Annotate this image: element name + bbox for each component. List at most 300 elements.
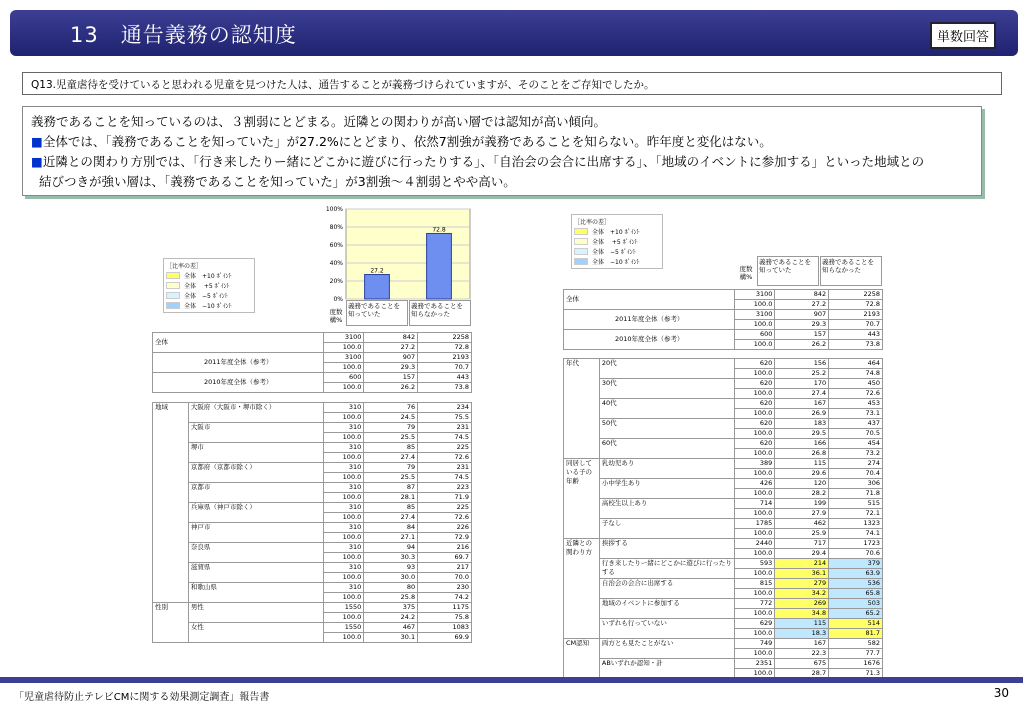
value-cell: 170	[775, 379, 829, 389]
percent-cell: 72.9	[418, 533, 472, 543]
summary-point-2-cont: 結びつきが強い層は、「義務であることを知っていた」が3割強～４割弱とやや高い。	[39, 174, 516, 189]
count-cell: 310	[324, 563, 364, 573]
count-cell: 310	[324, 443, 364, 453]
count-cell: 620	[735, 439, 775, 449]
y-tick-label: 80%	[329, 224, 343, 231]
table-row	[153, 563, 472, 573]
summary-point-2	[31, 152, 973, 172]
percent-cell: 25.5	[364, 473, 418, 483]
count-cell: 815	[735, 579, 775, 589]
percent-cell: 100.0	[735, 589, 775, 599]
row-label: 20代	[599, 359, 734, 379]
count-cell: 620	[735, 359, 775, 369]
percent-cell: 100.0	[735, 369, 775, 379]
value-cell: 515	[829, 499, 883, 509]
page-title: 13 通告義務の認知度	[70, 23, 297, 47]
percent-cell: 26.8	[775, 449, 829, 459]
legend-title: ［比率の差］	[574, 219, 611, 226]
value-cell: 437	[829, 419, 883, 429]
table-row	[564, 499, 883, 509]
value-cell: 443	[829, 330, 883, 340]
y-tick-label: 0%	[333, 296, 343, 303]
count-cell: 310	[324, 423, 364, 433]
percent-cell: 72.6	[829, 389, 883, 399]
value-cell: 453	[829, 399, 883, 409]
group-label: CM認知	[564, 639, 600, 679]
table-row	[564, 330, 883, 340]
percent-cell: 100.0	[324, 613, 364, 623]
percent-cell: 70.6	[829, 549, 883, 559]
value-cell: 582	[829, 639, 883, 649]
value-cell: 167	[775, 399, 829, 409]
table-row	[564, 310, 883, 320]
row-label: 自治会の会合に出席する	[599, 579, 734, 599]
percent-cell: 25.2	[775, 369, 829, 379]
table-row	[564, 579, 883, 589]
count-cell: 3100	[735, 290, 775, 300]
legend-label: 全体 −5 ﾎﾟｲﾝﾄ	[592, 248, 636, 256]
value-cell: 842	[775, 290, 829, 300]
value-cell: 216	[418, 543, 472, 553]
percent-cell: 71.9	[418, 493, 472, 503]
legend-item	[574, 256, 660, 266]
row-label: 男性	[188, 603, 323, 623]
percent-cell: 100.0	[735, 629, 775, 639]
value-cell: 467	[364, 623, 418, 633]
percent-cell: 100.0	[324, 363, 364, 373]
percent-cell: 100.0	[735, 609, 775, 619]
percent-cell: 75.8	[418, 613, 472, 623]
count-cell: 2351	[735, 659, 775, 669]
percent-cell: 30.0	[364, 573, 418, 583]
percent-cell: 100.0	[324, 513, 364, 523]
table-row	[153, 423, 472, 433]
value-cell: 1723	[829, 539, 883, 549]
value-cell: 199	[775, 499, 829, 509]
percent-cell: 70.7	[418, 363, 472, 373]
value-cell: 84	[364, 523, 418, 533]
table-row	[153, 403, 472, 413]
row-label: 兵庫県（神戸市除く）	[188, 503, 323, 523]
bar	[365, 275, 390, 299]
row-label: 奈良県	[188, 543, 323, 563]
percent-cell: 70.7	[829, 320, 883, 330]
row-label: 神戸市	[188, 523, 323, 543]
value-cell: 226	[418, 523, 472, 533]
row-label: 30代	[599, 379, 734, 399]
value-cell: 87	[364, 483, 418, 493]
count-cell: 310	[324, 543, 364, 553]
footer-bar	[0, 677, 1023, 683]
percent-cell: 22.3	[775, 649, 829, 659]
count-cell: 620	[735, 419, 775, 429]
percent-cell: 24.5	[364, 413, 418, 423]
row-label: 60代	[599, 439, 734, 459]
table-row	[153, 543, 472, 553]
value-cell: 536	[829, 579, 883, 589]
value-cell: 93	[364, 563, 418, 573]
row-label: 滋賀県	[188, 563, 323, 583]
footer-text: 「児童虐待防止テレビCMに関する効果測定調査」報告書	[14, 692, 270, 703]
row-label: 大阪府（大阪市・堺市除く）	[188, 403, 323, 423]
count-cell: 749	[735, 639, 775, 649]
table-row	[564, 419, 883, 429]
table-row	[153, 623, 472, 633]
percent-cell: 70.4	[829, 469, 883, 479]
count-cell: 620	[735, 379, 775, 389]
percent-cell: 26.9	[775, 409, 829, 419]
title-bar	[10, 10, 1018, 56]
percent-cell: 29.6	[775, 469, 829, 479]
table-row	[564, 359, 883, 369]
value-cell: 85	[364, 503, 418, 513]
legend-swatch	[166, 282, 180, 289]
percent-cell: 29.3	[775, 320, 829, 330]
count-cell: 714	[735, 499, 775, 509]
value-cell: 1323	[829, 519, 883, 529]
row-label: ABいずれか認知・計	[599, 659, 734, 679]
count-cell: 310	[324, 583, 364, 593]
col-header-b-right: 義務であることを知らなかった	[820, 256, 882, 286]
percent-cell: 28.7	[775, 669, 829, 679]
summary-point-1	[31, 132, 973, 152]
count-cell: 310	[324, 463, 364, 473]
value-cell: 269	[775, 599, 829, 609]
percent-cell: 74.1	[829, 529, 883, 539]
table-left-segments	[152, 402, 472, 643]
count-cell: 620	[735, 399, 775, 409]
table-row	[153, 603, 472, 613]
value-cell: 80	[364, 583, 418, 593]
col-header-a-right: 義務であることを知っていた	[757, 256, 819, 286]
count-cell: 310	[324, 483, 364, 493]
percent-cell: 29.5	[775, 429, 829, 439]
row-label: 全体	[564, 290, 735, 310]
percent-cell: 72.6	[418, 513, 472, 523]
value-cell: 115	[775, 459, 829, 469]
legend-item	[166, 290, 252, 300]
percent-cell: 27.9	[775, 509, 829, 519]
table-left-overall	[152, 332, 472, 393]
y-tick-label: 20%	[329, 278, 343, 285]
percent-cell: 100.0	[324, 473, 364, 483]
value-cell: 225	[418, 443, 472, 453]
percent-cell: 74.5	[418, 433, 472, 443]
percent-cell: 69.7	[418, 553, 472, 563]
value-cell: 306	[829, 479, 883, 489]
group-label: 性別	[153, 603, 189, 643]
value-cell: 279	[775, 579, 829, 589]
percent-cell: 100.0	[735, 529, 775, 539]
percent-cell: 63.9	[829, 569, 883, 579]
percent-cell: 100.0	[324, 433, 364, 443]
bar-value-label: 72.8	[432, 226, 446, 234]
percent-cell: 100.0	[735, 320, 775, 330]
count-cell: 310	[324, 523, 364, 533]
row-label: 挨拶する	[599, 539, 734, 559]
legend-item	[574, 236, 660, 246]
value-cell: 166	[775, 439, 829, 449]
summary-point-1-text: 全体では、「義務であることを知っていた」が27.2%にとどまり、依然7割強が義務であることを知らない。昨年度と変化はない。	[42, 134, 772, 149]
table-row	[153, 583, 472, 593]
table-row	[564, 379, 883, 389]
percent-cell: 100.0	[324, 383, 364, 393]
percent-cell: 29.4	[775, 549, 829, 559]
percent-cell: 74.8	[829, 369, 883, 379]
count-cell: 310	[324, 503, 364, 513]
percent-cell: 30.3	[364, 553, 418, 563]
table-row	[564, 290, 883, 300]
table-row	[564, 539, 883, 549]
value-cell: 675	[775, 659, 829, 669]
value-cell: 76	[364, 403, 418, 413]
percent-cell: 74.2	[418, 593, 472, 603]
count-cell: 2440	[735, 539, 775, 549]
question-box: Q13.児童虐待を受けていると思われる児童を見つけた人は、通告することが義務づけられていますが、そのことをご存知でしたか。	[22, 72, 1002, 95]
table-row	[564, 599, 883, 609]
table-row	[564, 399, 883, 409]
bar-chart	[322, 203, 474, 303]
table-row	[153, 483, 472, 493]
value-cell: 234	[418, 403, 472, 413]
percent-cell: 100.0	[735, 429, 775, 439]
legend-item	[574, 226, 660, 236]
legend-left	[163, 258, 255, 313]
percent-cell: 65.2	[829, 609, 883, 619]
legend-label: 全体 −10 ﾎﾟｲﾝﾄ	[592, 258, 640, 266]
percent-cell: 34.2	[775, 589, 829, 599]
percent-cell: 100.0	[735, 669, 775, 679]
percent-cell: 100.0	[324, 493, 364, 503]
percent-cell: 100.0	[324, 593, 364, 603]
value-cell: 379	[829, 559, 883, 569]
summary-point-2-text: 近隣との関わり方別では、「行き来したりー緒にどこかに遊びに行ったりする」、「自治会の会合に出席する」、「地域のイベントに参加する」といった地域との	[42, 154, 925, 169]
value-cell: 274	[829, 459, 883, 469]
percent-cell: 26.2	[364, 383, 418, 393]
value-cell: 464	[829, 359, 883, 369]
percent-cell: 34.8	[775, 609, 829, 619]
table-row	[153, 373, 472, 383]
table-row	[564, 659, 883, 669]
legend-label: 全体 +5 ﾎﾟｲﾝﾄ	[184, 282, 230, 290]
percent-cell: 24.2	[364, 613, 418, 623]
value-cell: 443	[418, 373, 472, 383]
percent-cell: 27.4	[775, 389, 829, 399]
table-row	[153, 503, 472, 513]
value-cell: 375	[364, 603, 418, 613]
table-row	[564, 439, 883, 449]
percent-cell: 74.5	[418, 473, 472, 483]
percent-cell: 100.0	[324, 413, 364, 423]
value-cell: 230	[418, 583, 472, 593]
percent-cell: 25.5	[364, 433, 418, 443]
value-cell: 842	[364, 333, 418, 343]
percent-cell: 28.1	[364, 493, 418, 503]
percent-cell: 72.1	[829, 509, 883, 519]
percent-cell: 100.0	[735, 549, 775, 559]
table-row	[153, 443, 472, 453]
row-label: 両方とも見たことがない	[599, 639, 734, 659]
legend-label: 全体 −5 ﾎﾟｲﾝﾄ	[184, 292, 228, 300]
table-row	[564, 619, 883, 629]
row-label: 大阪市	[188, 423, 323, 443]
percent-cell: 25.9	[775, 529, 829, 539]
table-row	[564, 559, 883, 569]
percent-cell: 72.8	[418, 343, 472, 353]
legend-swatch	[574, 238, 588, 245]
legend-swatch	[574, 248, 588, 255]
legend-item	[574, 246, 660, 256]
group-label: 近隣との関わり方	[564, 539, 600, 639]
table-right-segments	[563, 358, 883, 679]
value-cell: 217	[418, 563, 472, 573]
percent-cell: 25.8	[364, 593, 418, 603]
answer-type-badge: 単数回答	[930, 22, 996, 49]
count-cell: 600	[735, 330, 775, 340]
page-number: 30	[993, 686, 1009, 700]
value-cell: 454	[829, 439, 883, 449]
legend-label: 全体 +10 ﾎﾟｲﾝﾄ	[592, 228, 640, 236]
row-label: 京都府（京都市除く）	[188, 463, 323, 483]
row-label: 子なし	[599, 519, 734, 539]
count-cell: 629	[735, 619, 775, 629]
percent-cell: 73.2	[829, 449, 883, 459]
legend-swatch	[166, 272, 180, 279]
percent-cell: 27.2	[775, 300, 829, 310]
bullet-icon: ■	[31, 134, 43, 149]
count-cell: 3100	[735, 310, 775, 320]
percent-cell: 27.4	[364, 453, 418, 463]
percent-cell: 30.1	[364, 633, 418, 643]
bar	[427, 233, 452, 299]
count-cell: 426	[735, 479, 775, 489]
percent-cell: 100.0	[735, 389, 775, 399]
count-cell: 772	[735, 599, 775, 609]
count-cell: 1550	[324, 603, 364, 613]
summary-box	[22, 106, 982, 196]
percent-cell: 70.0	[418, 573, 472, 583]
percent-cell: 100.0	[735, 469, 775, 479]
legend-label: 全体 +10 ﾎﾟｲﾝﾄ	[184, 272, 232, 280]
percent-cell: 28.2	[775, 489, 829, 499]
percent-cell: 72.6	[418, 453, 472, 463]
value-cell: 907	[364, 353, 418, 363]
percent-cell: 75.5	[418, 413, 472, 423]
table-row	[153, 523, 472, 533]
row-label: 行き来したりー緒にどこかに遊びに行ったりする	[599, 559, 734, 579]
value-cell: 225	[418, 503, 472, 513]
y-tick-label: 60%	[329, 242, 343, 249]
row-label: 高校生以上あり	[599, 499, 734, 519]
value-cell: 94	[364, 543, 418, 553]
legend-swatch	[574, 258, 588, 265]
count-cell: 3100	[324, 353, 364, 363]
percent-cell: 100.0	[735, 449, 775, 459]
value-cell: 2193	[418, 353, 472, 363]
percent-cell: 81.7	[829, 629, 883, 639]
group-label: 地域	[153, 403, 189, 603]
count-cell: 1785	[735, 519, 775, 529]
percent-cell: 27.4	[364, 513, 418, 523]
value-cell: 156	[775, 359, 829, 369]
col-header-base-left: 度数 構%	[329, 308, 343, 324]
value-cell: 157	[775, 330, 829, 340]
legend-title: ［比率の差］	[166, 263, 203, 270]
value-cell: 514	[829, 619, 883, 629]
summary-lead: 義務であることを知っているのは、３割弱にとどまる。近隣との関わりが高い層では認知が高い傾向。	[31, 114, 607, 129]
percent-cell: 73.8	[829, 340, 883, 350]
percent-cell: 100.0	[735, 489, 775, 499]
value-cell: 223	[418, 483, 472, 493]
row-label: 2010年度全体（参考）	[564, 330, 735, 350]
col-header-a-left: 義務であることを知っていた	[346, 300, 408, 326]
legend-label: 全体 +5 ﾎﾟｲﾝﾄ	[592, 238, 638, 246]
value-cell: 167	[775, 639, 829, 649]
row-label: 50代	[599, 419, 734, 439]
percent-cell: 27.1	[364, 533, 418, 543]
percent-cell: 70.5	[829, 429, 883, 439]
value-cell: 2258	[829, 290, 883, 300]
table-row	[153, 353, 472, 363]
row-label: 2011年度全体（参考）	[564, 310, 735, 330]
value-cell: 1175	[418, 603, 472, 613]
value-cell: 1676	[829, 659, 883, 669]
percent-cell: 73.8	[418, 383, 472, 393]
value-cell: 85	[364, 443, 418, 453]
percent-cell: 100.0	[735, 340, 775, 350]
percent-cell: 26.2	[775, 340, 829, 350]
y-tick-label: 100%	[325, 206, 343, 213]
row-label: 40代	[599, 399, 734, 419]
table-right-overall	[563, 289, 883, 350]
value-cell: 503	[829, 599, 883, 609]
percent-cell: 73.1	[829, 409, 883, 419]
legend-swatch	[166, 292, 180, 299]
value-cell: 462	[775, 519, 829, 529]
row-label: 乳幼児あり	[599, 459, 734, 479]
bar-value-label: 27.2	[370, 267, 384, 275]
value-cell: 79	[364, 463, 418, 473]
value-cell: 2258	[418, 333, 472, 343]
count-cell: 600	[324, 373, 364, 383]
table-row	[153, 333, 472, 343]
table-row	[564, 519, 883, 529]
col-header-b-left: 義務であることを知らなかった	[409, 300, 471, 326]
percent-cell: 36.1	[775, 569, 829, 579]
percent-cell: 100.0	[735, 409, 775, 419]
percent-cell: 100.0	[324, 453, 364, 463]
value-cell: 907	[775, 310, 829, 320]
percent-cell: 29.3	[364, 363, 418, 373]
row-label: 地域のイベントに参加する	[599, 599, 734, 619]
percent-cell: 72.8	[829, 300, 883, 310]
legend-item	[166, 300, 252, 310]
row-label: 2011年度全体（参考）	[153, 353, 324, 373]
value-cell: 115	[775, 619, 829, 629]
value-cell: 214	[775, 559, 829, 569]
row-label: 堺市	[188, 443, 323, 463]
percent-cell: 100.0	[735, 569, 775, 579]
percent-cell: 77.7	[829, 649, 883, 659]
group-label: 年代	[564, 359, 600, 459]
table-row	[564, 459, 883, 469]
legend-label: 全体 −10 ﾎﾟｲﾝﾄ	[184, 302, 232, 310]
percent-cell: 18.3	[775, 629, 829, 639]
value-cell: 2193	[829, 310, 883, 320]
table-row	[564, 639, 883, 649]
value-cell: 450	[829, 379, 883, 389]
count-cell: 593	[735, 559, 775, 569]
